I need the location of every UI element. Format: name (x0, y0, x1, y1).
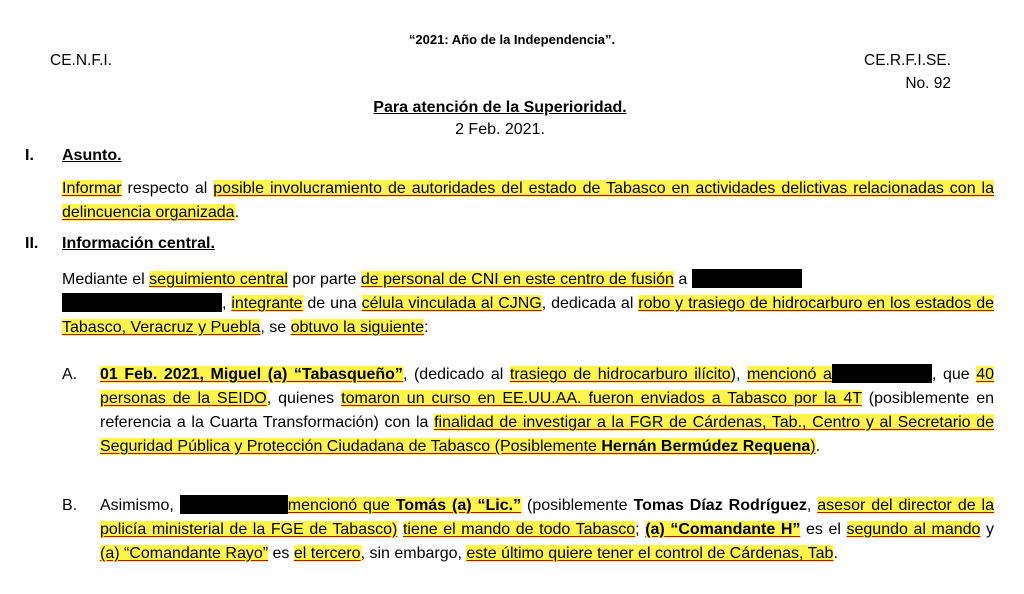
left-code: CE.N.F.I. (50, 52, 113, 69)
right-code: CE.R.F.I.SE. (864, 52, 951, 69)
document-motto: “2021: Año de la Independencia”. (408, 32, 616, 47)
section-1-title: Asunto. (62, 147, 122, 164)
redaction-block (180, 495, 288, 514)
item-b-paragraph: Asimismo, mencionó que Tomás (a) “Lic.” (posiblemente Tomas Díaz Rodríguez, asesor del director de la policía ministerial de la FGE de Tabasco) tiene el mando de todo Tabasco; (a) “Comandante H” es el segundo al mando y (a) “Comandante Rayo” es el tercero, sin embargo, este último quiere tener el control de Cárdenas, Tab. (100, 497, 995, 562)
redaction-block (692, 269, 802, 288)
section-2-title: Información central. (62, 235, 215, 252)
document-number: No. 92 (905, 75, 951, 92)
section-1-number: I. (25, 147, 34, 164)
section-1-paragraph: Informar respecto al posible involucramiento de autoridades del estado de Tabasco en actividades delictivas relacionadas con la delincuencia organizada. (62, 180, 995, 221)
redaction-block (832, 364, 932, 383)
item-a-paragraph: 01 Feb. 2021, Miguel (a) “Tabasqueño”, (dedicado al trasiego de hidrocarburo ilícito), mencionó a , que 40 personas de la SEIDO, quienes tomaron un curso en EE.UU.AA. fueron enviados a Tabasco por la 4T (posiblemente en referencia a la Cuarta Transformación) con la finalidad de investigar a la FGR de Cárdenas, Tab., Centro y al Secretario de Seguridad Pública y Protección Ciudadana de Tabasco (Posiblemente Hernán Bermúdez Requena). (100, 366, 995, 455)
section-2-number: II. (25, 235, 39, 252)
redaction-block (62, 293, 222, 312)
document-title: Para atención de la Superioridad. (373, 99, 627, 116)
document-date: 2 Feb. 2021. (455, 121, 545, 138)
item-a-letter: A. (62, 366, 78, 383)
section-2-paragraph: Mediante el seguimiento central por parte de personal de CNI en este centro de fusión a , integrante de una célula vinculada al CJNG, dedicada al robo y trasiego de hidrocarburo en los estados de Tabasco, Veracruz y Puebla, se obtuvo la siguiente: (62, 271, 995, 336)
item-b-letter: B. (62, 497, 78, 514)
